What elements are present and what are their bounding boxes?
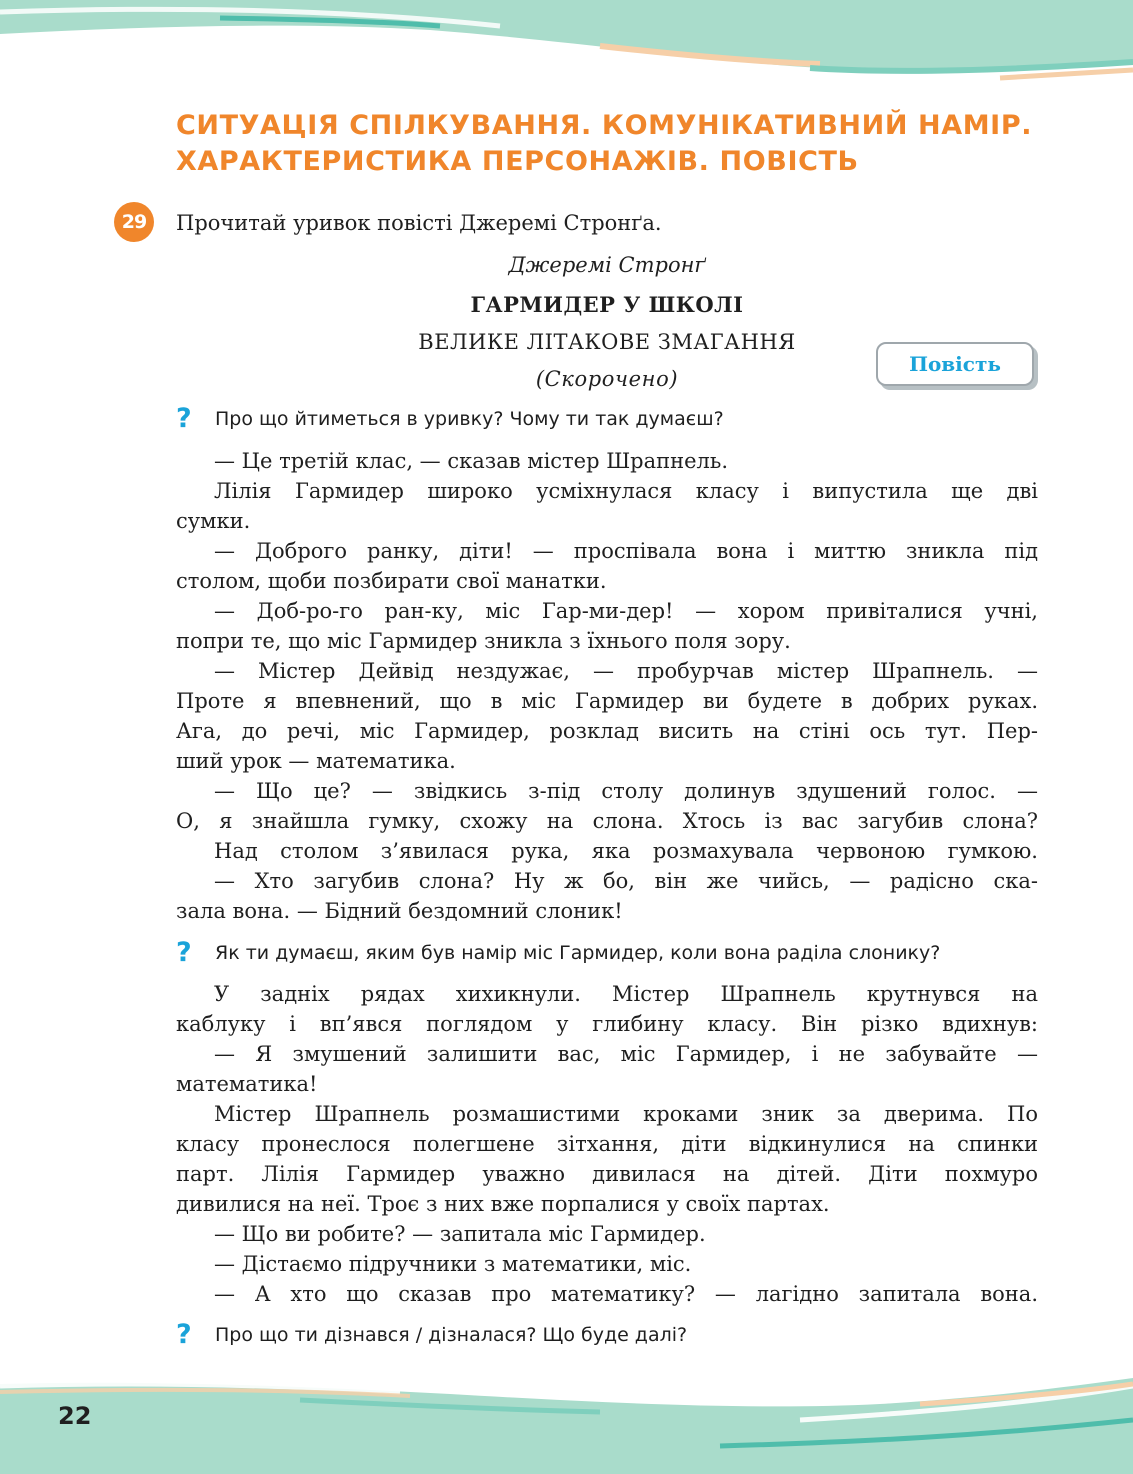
question-mark-icon: ? (176, 403, 192, 434)
bottom-decorative-wave (0, 1360, 1133, 1474)
task-instruction: Прочитай уривок повісті Джеремі Стронґа. (176, 211, 662, 235)
page-number: 22 (58, 1402, 92, 1430)
story-line: — Доб-ро-го ран-ку, міс Гар-ми-дер! — хором привіталися учні, (214, 599, 1038, 623)
story-line: — Це третій клас, — сказав містер Шрапнель. (214, 449, 729, 473)
story-line: математика! (176, 1072, 318, 1096)
story-line: — Дістаємо підручники з математики, міс. (214, 1252, 692, 1276)
story-abridged-note: (Скорочено) (535, 367, 679, 391)
story-line: О, я знайшла гумку, схожу на слона. Хтось із вас загубив слона? (176, 809, 1038, 833)
question-3-text: Про що ти дізнався / дізналася? Що буде далі? (215, 1324, 688, 1346)
genre-tag: Повість (876, 342, 1034, 386)
story-line: У задніх рядах хихикнули. Містер Шрапнель крутнувся на (214, 982, 1038, 1006)
story-line: ший урок — математика. (176, 749, 456, 773)
story-line: зала вона. — Бідний бездомний слоник! (176, 899, 623, 923)
story-line: каблуку і вп’явся поглядом у глибину класу. Він різко вдихнув: (176, 1012, 1038, 1036)
story-line: класу пронеслося полегшене зітхання, діти відкинулися на спинки (176, 1132, 1038, 1156)
question-2-text: Як ти думаєш, яким був намір міс Гармидер, коли вона раділа слонику? (215, 942, 941, 964)
question-1-text: Про що йтиметься в уривку? Чому ти так думаєш? (215, 408, 724, 430)
story-line: дивилися на неї. Троє з них вже порпалися у своїх партах. (176, 1192, 830, 1216)
story-title: ГАРМИДЕР У ШКОЛІ (470, 292, 744, 317)
question-mark-icon: ? (176, 1319, 192, 1350)
section-heading-line-1: СИТУАЦІЯ СПІЛКУВАННЯ. КОМУНІКАТИВНИЙ НАМІР. (176, 110, 1033, 141)
story-line: Над столом з’явилася рука, яка розмахувала червоною гумкою. (214, 839, 1038, 863)
story-line: парт. Лілія Гармидер уважно дивилася на дітей. Діти похмуро (176, 1162, 1038, 1186)
task-number-badge: 29 (114, 202, 154, 242)
question-3 (176, 1318, 1056, 1352)
story-line: столом, щоби позбирати свої манатки. (176, 569, 607, 593)
story-line: — Що ви робите? — запитала міс Гармидер. (214, 1222, 706, 1246)
story-text-part-1 (176, 446, 1038, 926)
question-1 (176, 402, 1056, 436)
story-line: — Що це? — звідкись з-під столу долинув здушений голос. — (214, 779, 1038, 803)
story-line: Містер Шрапнель розмашистими кроками зник за дверима. По (214, 1102, 1038, 1126)
story-line: Ага, до речі, міс Гармидер, розклад висить на стіні ось тут. Пер- (176, 719, 1038, 743)
section-heading (176, 108, 1076, 180)
story-line: — Хто загубив слона? Ну ж бо, він же чийсь, — радісно ска- (214, 869, 1038, 893)
story-line: — Я змушений залишити вас, міс Гармидер, і не забувайте — (214, 1042, 1038, 1066)
story-text-part-2 (176, 979, 1038, 1309)
story-line: — А хто що сказав про математику? — лагідно запитала вона. (214, 1282, 1038, 1306)
story-line: Лілія Гармидер широко усміхнулася класу і випустила ще дві (214, 479, 1038, 503)
top-decorative-wave (0, 0, 1133, 100)
story-line: Проте я впевнений, що в міс Гармидер ви будете в добрих руках. (176, 689, 1038, 713)
question-2 (176, 936, 1056, 970)
story-chapter-title: ВЕЛИКЕ ЛІТАКОВЕ ЗМАГАННЯ (418, 330, 796, 354)
question-mark-icon: ? (176, 937, 192, 968)
story-line: попри те, що міс Гармидер зникла з їхнього поля зору. (176, 629, 791, 653)
story-author: Джеремі Стронґ (508, 253, 706, 277)
section-heading-line-2: ХАРАКТЕРИСТИКА ПЕРСОНАЖІВ. ПОВІСТЬ (176, 146, 859, 177)
story-line: — Доброго ранку, діти! — проспівала вона і миттю зникла під (214, 539, 1038, 563)
story-line: — Містер Дейвід нездужає, — пробурчав містер Шрапнель. — (214, 659, 1038, 683)
story-line: сумки. (176, 509, 251, 533)
